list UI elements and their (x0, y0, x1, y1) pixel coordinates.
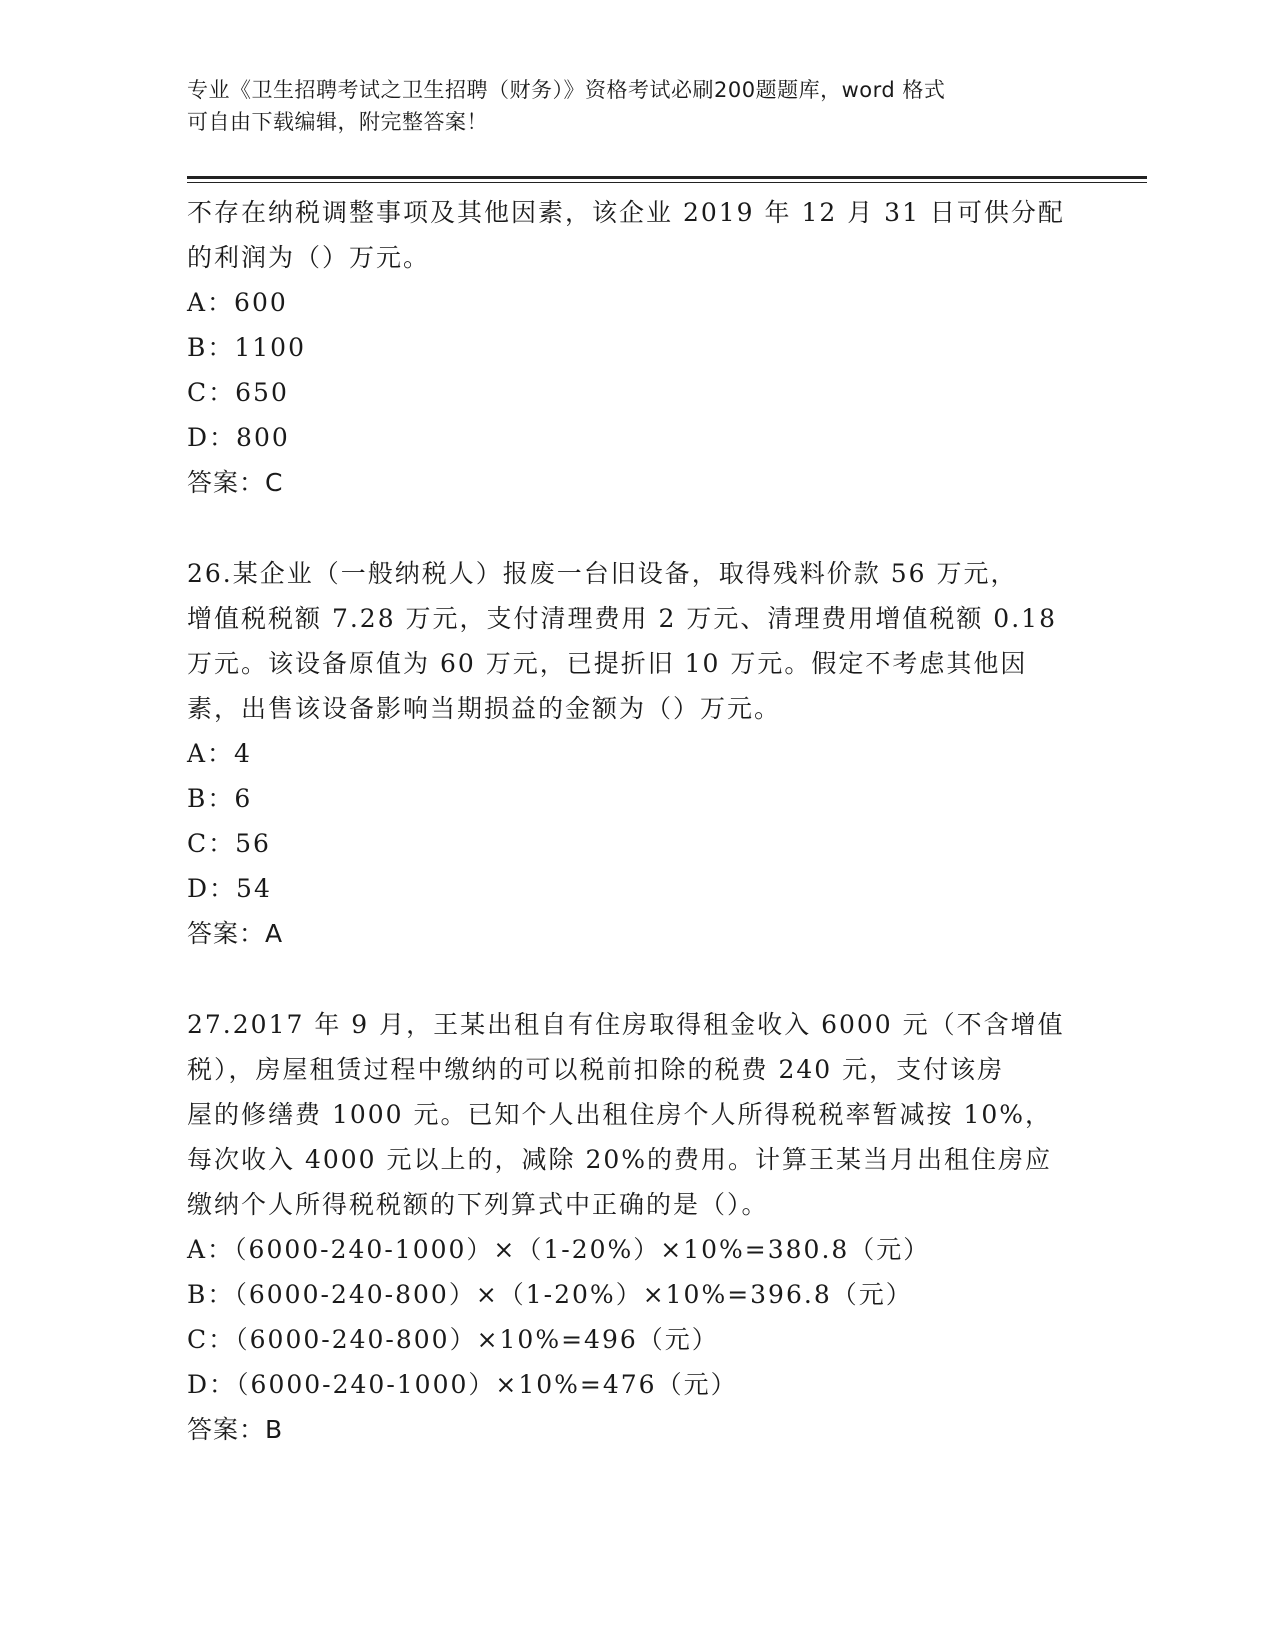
option-b: B：6 (187, 784, 253, 813)
header-rule-thick (187, 176, 1147, 179)
stem-line: 每次收入 4000 元以上的，减除 20%的费用。计算王某当月出租住房应 (187, 1145, 1053, 1174)
answer-line: 答案：C (187, 468, 284, 497)
document-header (187, 74, 1067, 138)
header-line-2: 可自由下载编辑，附完整答案！ (187, 110, 488, 134)
option-d: D：（6000-240-1000）×10%=476（元） (187, 1370, 738, 1399)
stem-line: 素，出售该设备影响当期损益的金额为（）万元。 (187, 694, 782, 723)
stem-line: 缴纳个人所得税税额的下列算式中正确的是（）。 (187, 1190, 769, 1219)
stem-line: 27.2017 年 9 月，王某出租自有住房取得租金收入 6000 元（不含增值 (187, 1010, 1065, 1039)
question-25 (187, 190, 1087, 505)
question-26 (187, 551, 1087, 956)
option-a: A：（6000-240-1000）×（1-20%）×10%=380.8（元） (187, 1235, 931, 1264)
spacer (187, 505, 1087, 551)
option-d: D：54 (187, 874, 272, 903)
answer-line: 答案：B (187, 1415, 284, 1444)
stem-line: 不存在纳税调整事项及其他因素，该企业 2019 年 12 月 31 日可供分配 (187, 198, 1065, 227)
stem-line: 屋的修缮费 1000 元。已知个人出租住房个人所得税税率暂减按 10%， (187, 1100, 1053, 1129)
option-c: C：56 (187, 829, 271, 858)
answer-line: 答案：A (187, 919, 284, 948)
option-d: D：800 (187, 423, 290, 452)
stem-line: 增值税税额 7.28 万元，支付清理费用 2 万元、清理费用增值税额 0.18 (187, 604, 1057, 633)
header-rule-thin (187, 182, 1147, 183)
stem-line: 万元。该设备原值为 60 万元，已提折旧 10 万元。假定不考虑其他因 (187, 649, 1028, 678)
option-a: A：600 (187, 288, 288, 317)
question-27 (187, 1002, 1087, 1452)
question-25-stem (187, 190, 1087, 280)
stem-line: 的利润为（）万元。 (187, 243, 431, 272)
option-b: B：（6000-240-800）×（1-20%）×10%=396.8（元） (187, 1280, 913, 1309)
spacer (187, 956, 1087, 1002)
stem-line: 26.某企业（一般纳税人）报废一台旧设备，取得残料价款 56 万元， (187, 559, 1018, 588)
header-line-1: 专业《卫生招聘考试之卫生招聘（财务）》资格考试必刷200题题库，word 格式 (187, 78, 946, 102)
option-a: A：4 (187, 739, 252, 768)
question-27-stem (187, 1002, 1087, 1227)
stem-line: 税），房屋租赁过程中缴纳的可以税前扣除的税费 240 元，支付该房 (187, 1055, 1005, 1084)
option-c: C：650 (187, 378, 289, 407)
question-26-stem (187, 551, 1087, 731)
question-content (187, 190, 1087, 1452)
option-b: B：1100 (187, 333, 306, 362)
option-c: C：（6000-240-800）×10%=496（元） (187, 1325, 719, 1354)
